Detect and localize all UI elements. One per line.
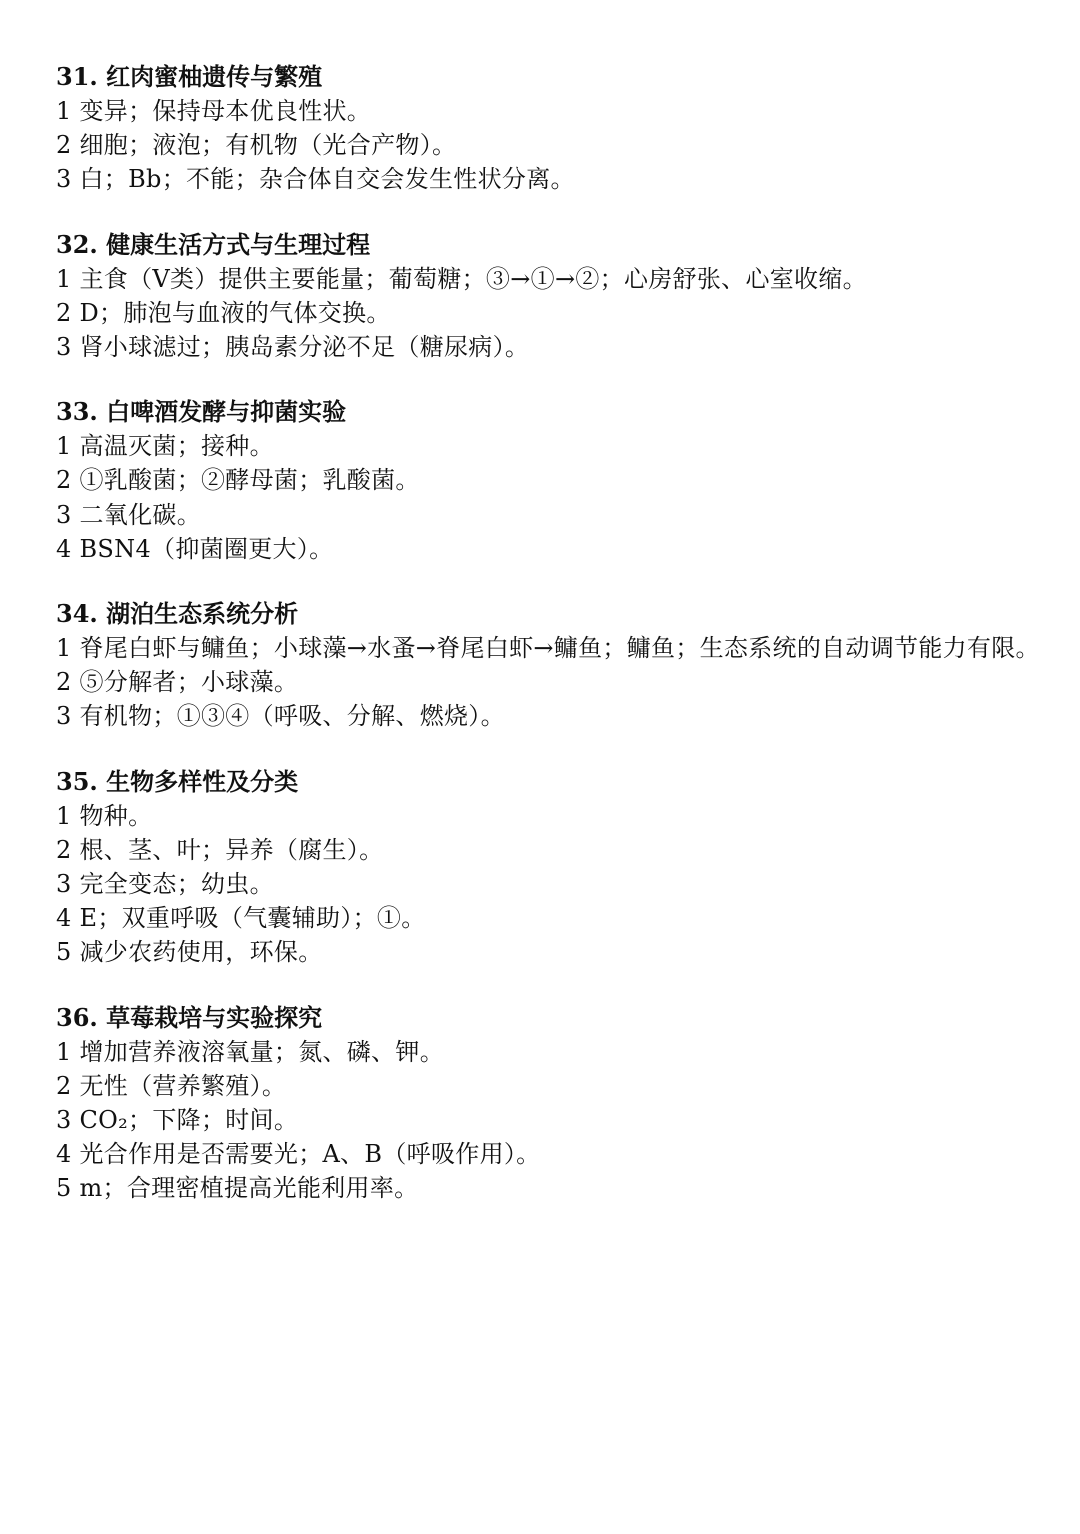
- section-33: [56, 395, 1076, 566]
- answer-line: 4 BSN4（抑菌圈更大）。: [56, 534, 334, 563]
- answer-sheet: [56, 60, 1076, 1237]
- section-36: [56, 1001, 1076, 1206]
- answer-line: 5 减少农药使用，环保。: [56, 938, 323, 967]
- answer-line: 1 增加营养液溶氧量；氮、磷、钾。: [56, 1037, 444, 1066]
- answer-line: 3 肾小球滤过；胰岛素分泌不足（糖尿病）。: [56, 333, 530, 362]
- section-title: 35. 生物多样性及分类: [56, 766, 299, 796]
- section-title: 33. 白啤酒发酵与抑菌实验: [56, 397, 347, 427]
- answer-line: 1 变异；保持母本优良性状。: [56, 97, 372, 125]
- answer-line: 2 ①乳酸菌；②酵母菌；乳酸菌。: [56, 466, 420, 495]
- answer-line: 2 无性（营养繁殖）。: [56, 1071, 287, 1100]
- section-32: [56, 228, 1076, 365]
- answer-line: 1 主食（V类）提供主要能量；葡萄糖；③→①→②；心房舒张、心室收缩。: [56, 264, 867, 293]
- section-34: [56, 597, 1076, 734]
- answer-line: 3 二氧化碳。: [56, 500, 201, 529]
- answer-line: 2 ⑤分解者；小球藻。: [56, 668, 299, 697]
- section-title: 31. 红肉蜜柚遗传与繁殖: [56, 62, 323, 91]
- section-title: 32. 健康生活方式与生理过程: [56, 229, 371, 259]
- answer-line: 1 脊尾白虾与鳙鱼；小球藻→水蚤→脊尾白虾→鳙鱼；鳙鱼；生态系统的自动调节能力有限。: [56, 634, 1040, 663]
- answer-line: 3 CO₂；下降；时间。: [56, 1106, 299, 1135]
- answer-line: 4 E；双重呼吸（气囊辅助）；①。: [56, 904, 426, 933]
- answer-line: 2 细胞；液泡；有机物（光合产物）。: [56, 131, 457, 160]
- section-title: 34. 湖泊生态系统分析: [56, 599, 299, 629]
- answer-line: 3 白；Bb；不能；杂合体自交会发生性状分离。: [56, 165, 575, 194]
- answer-line: 3 完全变态；幼虫。: [56, 870, 274, 899]
- answer-line: 1 物种。: [56, 801, 153, 830]
- section-35: [56, 765, 1076, 970]
- answer-line: 3 有机物；①③④（呼吸、分解、燃烧）。: [56, 702, 505, 731]
- section-title: 36. 草莓栽培与实验探究: [56, 1002, 323, 1032]
- answer-line: 1 高温灭菌；接种。: [56, 432, 274, 461]
- answer-line: 2 D；肺泡与血液的气体交换。: [56, 298, 391, 327]
- answer-line: 4 光合作用是否需要光；A、B（呼吸作用）。: [56, 1140, 541, 1169]
- answer-line: 5 m；合理密植提高光能利用率。: [56, 1174, 419, 1203]
- section-31: [56, 60, 1076, 197]
- answer-line: 2 根、茎、叶；异养（腐生）。: [56, 835, 384, 864]
